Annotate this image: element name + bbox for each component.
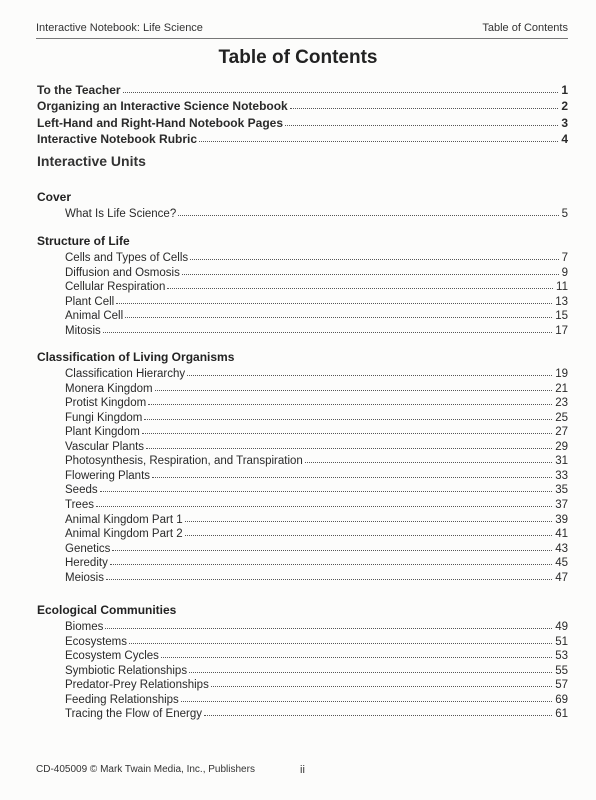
dot-leader bbox=[144, 409, 552, 420]
dot-leader bbox=[305, 452, 552, 463]
dot-leader bbox=[290, 98, 559, 109]
dot-leader bbox=[187, 365, 552, 376]
dot-leader bbox=[178, 205, 558, 216]
dot-leader bbox=[146, 438, 552, 449]
dot-leader bbox=[285, 115, 558, 126]
toc-entry-label: Tracing the Flow of Energy bbox=[65, 708, 202, 721]
toc-entry bbox=[37, 132, 568, 146]
toc-entry-page-number: 1 bbox=[561, 83, 568, 97]
dot-leader bbox=[129, 633, 552, 644]
dot-leader bbox=[123, 82, 559, 93]
toc-entry-page-number: 25 bbox=[555, 411, 568, 424]
toc-entry-page-number: 57 bbox=[555, 679, 568, 692]
toc-entry-label: Genetics bbox=[65, 542, 111, 555]
toc-entry-page-number: 17 bbox=[555, 324, 568, 337]
toc-entry-page-number: 61 bbox=[555, 708, 568, 721]
toc-entry-page-number: 27 bbox=[555, 426, 568, 439]
toc-entry bbox=[65, 323, 568, 338]
toc-entry-page-number: 41 bbox=[555, 528, 568, 541]
toc-entry-label: Flowering Plants bbox=[65, 469, 151, 482]
footer-credit: CD-405009 © Mark Twain Media, Inc., Publishers bbox=[36, 764, 255, 775]
toc-entry-page-number: 69 bbox=[555, 693, 568, 706]
toc-entry-label: Biomes bbox=[65, 621, 104, 633]
dot-leader bbox=[190, 249, 558, 260]
toc-entry-page-number: 3 bbox=[561, 115, 568, 130]
page-title: Table of Contents bbox=[218, 47, 378, 68]
header-book-title: Interactive Notebook: Life Science bbox=[36, 22, 203, 34]
toc-entry bbox=[37, 99, 568, 113]
dot-leader bbox=[181, 691, 552, 702]
toc-entry-page-number: 7 bbox=[561, 252, 568, 264]
toc-entry-label: Plant Cell bbox=[65, 295, 115, 308]
dot-leader bbox=[182, 264, 559, 275]
dot-leader bbox=[161, 647, 552, 658]
dot-leader bbox=[185, 525, 553, 536]
toc-entry-label: Monera Kingdom bbox=[65, 382, 153, 395]
dot-leader bbox=[152, 467, 552, 478]
toc-entry-label: What Is Life Science? bbox=[65, 208, 177, 220]
toc-entry-page-number: 45 bbox=[555, 557, 568, 570]
toc-entry-label: Protist Kingdom bbox=[65, 397, 147, 410]
toc-entry bbox=[37, 116, 568, 130]
toc-entry-label: Animal Cell bbox=[65, 310, 124, 323]
dot-leader bbox=[110, 554, 552, 565]
toc-entry-label: Left-Hand and Right-Hand Notebook Pages bbox=[37, 115, 283, 130]
group-title: Cover bbox=[37, 190, 72, 204]
dot-leader bbox=[148, 394, 552, 405]
dot-leader bbox=[112, 540, 552, 551]
toc-entry-page-number: 11 bbox=[556, 281, 568, 294]
toc-entry-label: Predator-Prey Relationships bbox=[65, 679, 209, 692]
toc-entry-page-number: 55 bbox=[555, 664, 568, 677]
footer-page-number: ii bbox=[300, 764, 305, 776]
toc-entry-label: Photosynthesis, Respiration, and Transpiration bbox=[65, 455, 303, 468]
toc-entry-label: Meiosis bbox=[65, 571, 104, 584]
dot-leader bbox=[96, 496, 552, 507]
toc-entry-page-number: 4 bbox=[561, 132, 568, 147]
dot-leader bbox=[125, 307, 552, 318]
group-title: Structure of Life bbox=[37, 234, 130, 248]
toc-entry-label: Heredity bbox=[65, 557, 108, 570]
toc-entry-page-number: 53 bbox=[555, 650, 568, 663]
toc-entry-page-number: 37 bbox=[555, 498, 568, 511]
toc-entry-page-number: 33 bbox=[555, 469, 568, 482]
section-title: Interactive Units bbox=[37, 153, 146, 169]
dot-leader bbox=[105, 618, 552, 629]
running-header bbox=[36, 20, 568, 39]
toc-entry-page-number: 49 bbox=[555, 621, 568, 633]
toc-entry-label: Seeds bbox=[65, 484, 98, 497]
toc-entry-label: Cellular Respiration bbox=[65, 281, 166, 294]
dot-leader bbox=[155, 380, 553, 391]
toc-entry-label: Ecosystem Cycles bbox=[65, 650, 159, 663]
toc-entry-label: To the Teacher bbox=[37, 83, 121, 97]
toc-entry-page-number: 43 bbox=[555, 542, 568, 555]
toc-entry-page-number: 47 bbox=[555, 571, 568, 584]
toc-entry-label: Classification Hierarchy bbox=[65, 368, 186, 380]
header-section-title: Table of Contents bbox=[482, 22, 568, 34]
toc-entry-page-number: 39 bbox=[555, 513, 568, 526]
toc-entry-label: Feeding Relationships bbox=[65, 693, 179, 706]
toc-entry-page-number: 9 bbox=[561, 266, 568, 279]
dot-leader bbox=[142, 423, 552, 434]
toc-entry-page-number: 35 bbox=[555, 484, 568, 497]
toc-entry-label: Fungi Kingdom bbox=[65, 411, 143, 424]
toc-entry-label: Animal Kingdom Part 1 bbox=[65, 513, 183, 526]
toc-entry-page-number: 15 bbox=[555, 310, 568, 323]
toc-entry-label: Vascular Plants bbox=[65, 440, 145, 453]
toc-entry bbox=[65, 206, 568, 221]
toc-entry-label: Ecosystems bbox=[65, 635, 127, 648]
toc-entry-page-number: 21 bbox=[555, 382, 568, 395]
group-title: Ecological Communities bbox=[37, 603, 177, 617]
toc-entry-page-number: 19 bbox=[555, 368, 568, 380]
dot-leader bbox=[189, 662, 552, 673]
toc-entry-label: Symbiotic Relationships bbox=[65, 664, 188, 677]
toc-entry-label: Mitosis bbox=[65, 324, 101, 337]
toc-entry-page-number: 5 bbox=[561, 208, 568, 220]
group-title: Classification of Living Organisms bbox=[37, 350, 235, 364]
toc-entry-label: Plant Kingdom bbox=[65, 426, 140, 439]
toc-entry-label: Interactive Notebook Rubric bbox=[37, 132, 198, 147]
dot-leader bbox=[116, 293, 552, 304]
toc-entry-label: Diffusion and Osmosis bbox=[65, 266, 180, 279]
dot-leader bbox=[106, 569, 552, 580]
toc-entry-page-number: 31 bbox=[555, 455, 568, 468]
dot-leader bbox=[100, 481, 553, 492]
toc-entry bbox=[65, 706, 568, 721]
toc-entry bbox=[65, 570, 568, 585]
toc-entry-page-number: 51 bbox=[555, 635, 568, 648]
dot-leader bbox=[103, 322, 552, 333]
toc-entry-page-number: 13 bbox=[555, 295, 568, 308]
page-footer bbox=[36, 764, 305, 776]
toc-entry-label: Animal Kingdom Part 2 bbox=[65, 528, 183, 541]
dot-leader bbox=[185, 511, 553, 522]
toc-entry-label: Cells and Types of Cells bbox=[65, 252, 189, 264]
toc-entry-page-number: 29 bbox=[555, 440, 568, 453]
dot-leader bbox=[199, 131, 558, 142]
toc-entry-label: Organizing an Interactive Science Notebook bbox=[37, 99, 288, 114]
dot-leader bbox=[167, 278, 553, 289]
toc-entry-label: Trees bbox=[65, 498, 94, 511]
dot-leader bbox=[211, 676, 552, 687]
dot-leader bbox=[204, 705, 552, 716]
toc-entry-page-number: 23 bbox=[555, 397, 568, 410]
toc-entry bbox=[37, 83, 568, 97]
toc-entry-page-number: 2 bbox=[561, 99, 568, 114]
